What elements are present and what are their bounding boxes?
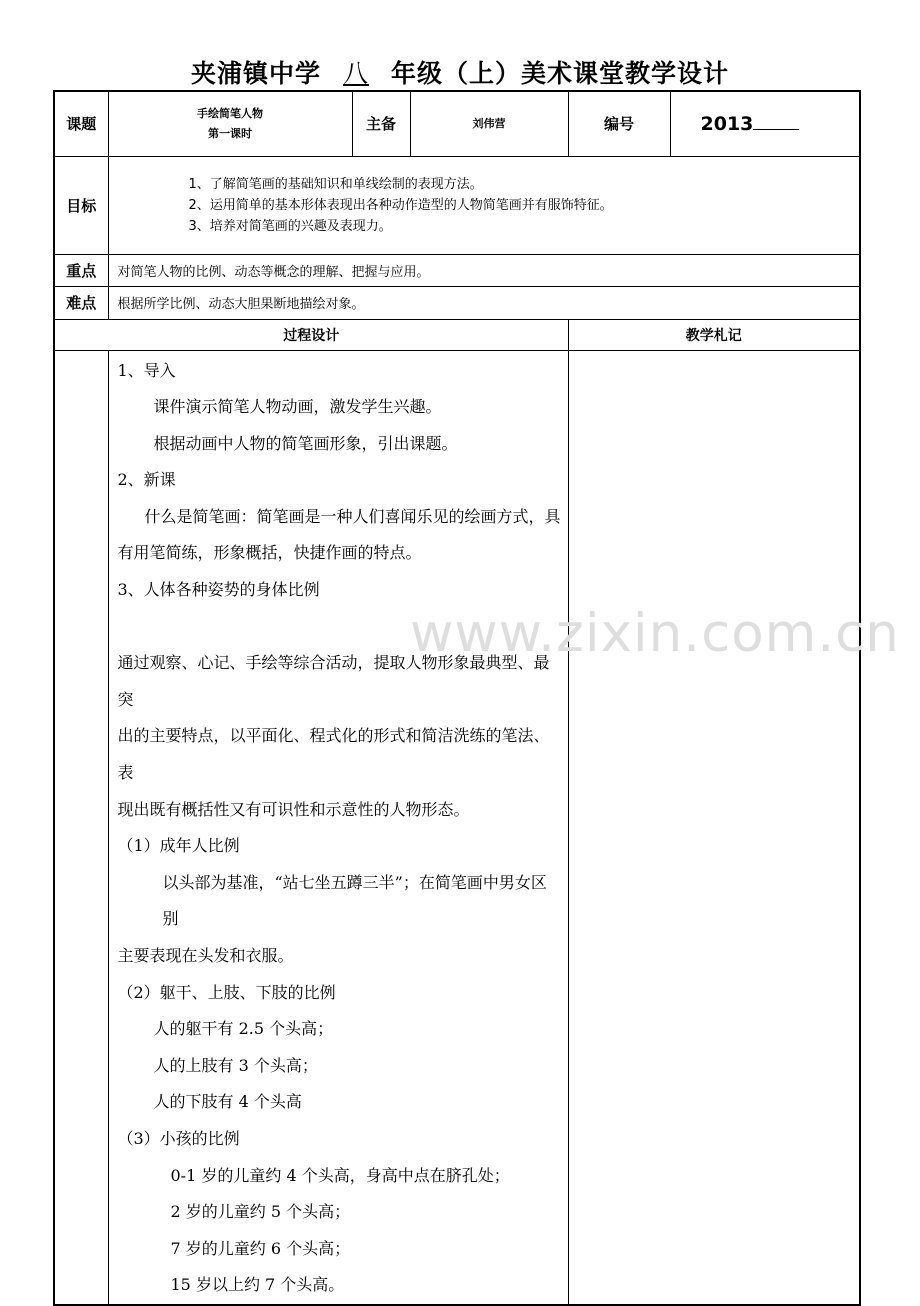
process-line: 人的下肢有 4 个头高: [153, 1092, 302, 1112]
process-line: 1、导入: [117, 360, 176, 380]
blank-margin-cell: [54, 350, 108, 1305]
difficulty-row: [54, 286, 860, 319]
process-line: 课件演示简笔人物动画，激发学生兴趣。: [153, 397, 442, 417]
page-title: [0, 54, 920, 90]
number-value: 2013: [700, 112, 754, 135]
topic-label: 课题: [54, 91, 108, 156]
process-line: 人的躯干有 2.5 个头高；: [153, 1019, 334, 1039]
goals-list: [108, 156, 860, 254]
process-line: 以头部为基准，“站七坐五蹲三半”；在简笔画中男女区别: [162, 872, 547, 929]
goals-row: [54, 156, 860, 254]
process-content: [108, 350, 568, 1305]
info-row: [54, 91, 860, 156]
topic-line-1: 手绘简笔人物: [197, 106, 263, 120]
process-line: （3）小孩的比例: [117, 1128, 240, 1148]
preparer-label: 主备: [352, 91, 410, 156]
process-line: 15 岁以上约 7 个头高。: [170, 1275, 345, 1295]
process-line: 人的上肢有 3 个头高；: [153, 1055, 318, 1075]
number-value-cell: [670, 91, 860, 156]
key-point-text: 对简笔人物的比例、动态等概念的理解、把握与应用。: [108, 254, 860, 286]
column-header-row: [54, 319, 860, 350]
key-point-label: 重点: [54, 254, 108, 286]
notes-cell: [568, 350, 860, 1305]
number-blank-line: [753, 115, 799, 130]
process-row: [54, 350, 860, 1305]
process-line: 0-1 岁的儿童约 4 个头高，身高中点在脐孔处；: [170, 1165, 510, 1185]
lesson-plan-table: [53, 90, 861, 1306]
watermark: www.zixin.com.cn: [410, 603, 900, 664]
goal-item: 2、运用简单的基本形体表现出各种动作造型的人物简笔画并有服饰特征。: [188, 197, 613, 213]
process-line: 主要表现在头发和衣服。: [117, 946, 294, 965]
goal-item: 1、了解简笔画的基础知识和单线绘制的表现方法。: [188, 176, 483, 192]
title-grade: 八: [342, 59, 369, 88]
process-line: 根据动画中人物的简笔画形象，引出课题。: [153, 433, 458, 453]
difficulty-label: 难点: [54, 286, 108, 319]
title-school: 夹浦镇中学: [190, 59, 321, 88]
process-line: 3、人体各种姿势的身体比例: [117, 580, 320, 600]
process-line: 什么是简笔画：简笔画是一种人们喜闻乐见的绘画方式，具: [144, 506, 561, 526]
process-line: （2）躯干、上肢、下肢的比例: [117, 982, 336, 1002]
goals-label: 目标: [54, 156, 108, 254]
process-line: 有用笔简练，形象概括，快捷作画的特点。: [117, 543, 422, 563]
topic-value: [108, 91, 352, 156]
number-label: 编号: [568, 91, 670, 156]
topic-line-2: 第一课时: [208, 126, 252, 140]
spacer: [118, 609, 562, 646]
process-line: （1）成年人比例: [117, 836, 240, 856]
goal-item: 3、培养对简笔画的兴趣及表现力。: [188, 218, 392, 234]
process-line: 现出既有概括性又有可识性和示意性的人物形态。: [117, 799, 470, 819]
process-line: 通过观察、心记、手绘等综合活动，提取人物形象最典型、最突: [117, 653, 550, 709]
title-suffix: 年级（上）美术课堂教学设计: [391, 59, 730, 88]
process-line: 7 岁的儿童约 6 个头高；: [170, 1238, 351, 1258]
difficulty-text: 根据所学比例、动态大胆果断地描绘对象。: [108, 286, 860, 319]
process-line: 出的主要特点，以平面化、程式化的形式和简洁洗练的笔法、表: [117, 726, 550, 783]
process-header: 过程设计: [54, 319, 568, 350]
key-point-row: [54, 254, 860, 286]
process-line: 2、新课: [117, 470, 176, 490]
preparer-name: 刘伟营: [410, 91, 568, 156]
notes-header: 教学札记: [568, 319, 860, 350]
process-line: 2 岁的儿童约 5 个头高；: [170, 1202, 351, 1222]
